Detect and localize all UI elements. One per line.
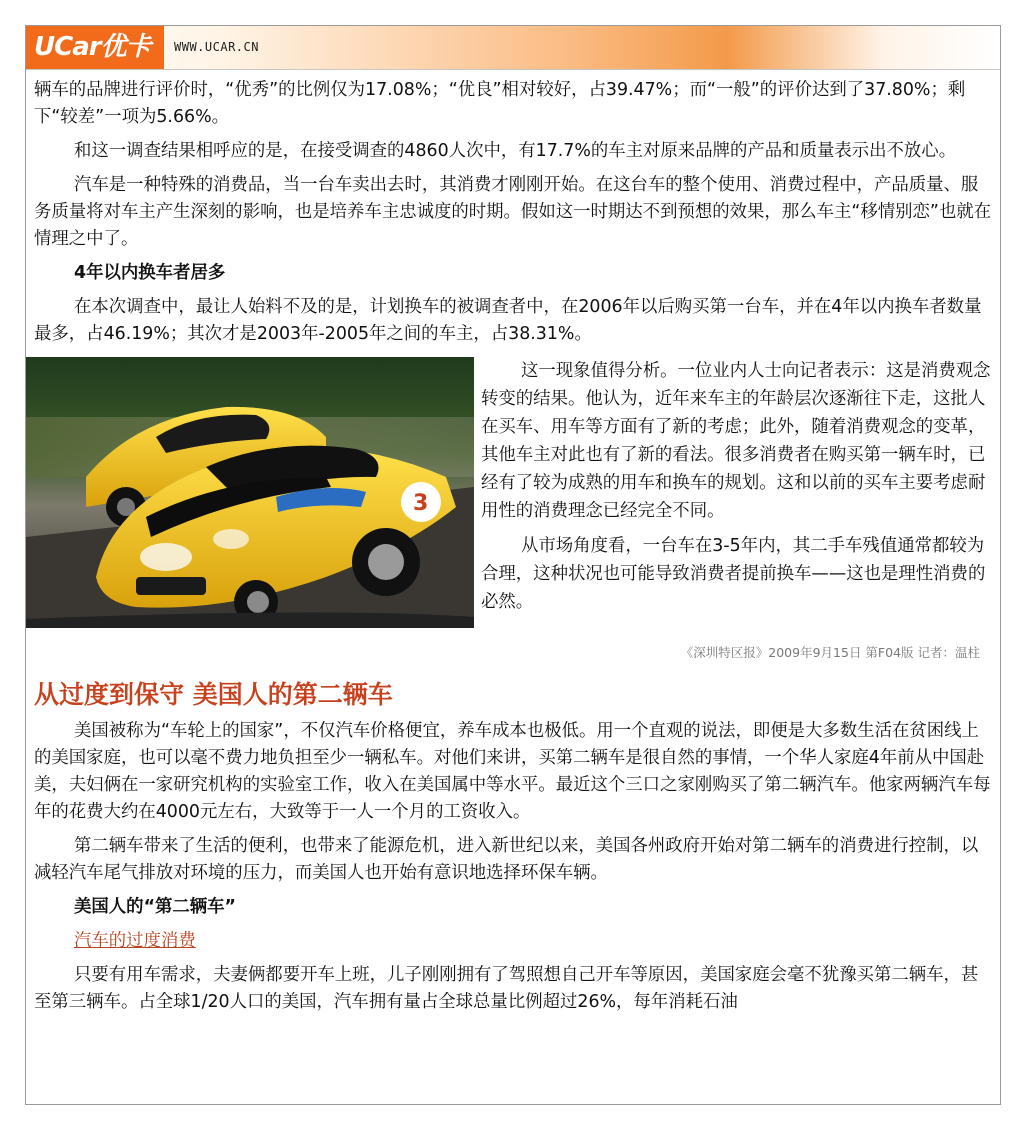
paragraph: 第二辆车带来了生活的便利，也带来了能源危机，进入新世纪以来，美国各州政府开始对第二辆车的消费进行控制，以减轻汽车尾气排放对环境的压力，而美国人也开始有意识地选择环保车辆。 — [34, 836, 979, 883]
paragraph: 只要有用车需求，夫妻俩都要开车上班，儿子刚刚拥有了驾照想自己开车等原因，美国家庭会毫不犹豫买第二辆车，甚至第三辆车。占全球1/20人口的美国，汽车拥有量占全球总量比例超过26%，每年消耗石油 — [34, 965, 979, 1012]
article-content — [34, 77, 994, 1016]
paragraph: 从市场角度看，一台车在3-5年内，其二手车残值通常都较为合理，这种状况也可能导致消费者提前换车——这也是理性消费的必然。 — [481, 536, 986, 612]
page-frame — [25, 25, 1001, 1105]
race-car-photo — [26, 357, 474, 628]
paragraph: 和这一调查结果相呼应的是，在接受调查的4860人次中，有17.7%的车主对原来品牌的产品和质量表示出不放心。 — [74, 141, 957, 161]
site-url[interactable]: WWW.UCAR.CN — [174, 40, 259, 54]
paragraph: 汽车是一种特殊的消费品，当一台车卖出去时，其消费才刚刚开始。在这台车的整个使用、消费过程中，产品质量、服务质量将对车主产生深刻的影响，也是培养车主忠诚度的时期。假如这一时期达不到预想的效果，那么车主“移情别恋”也就在情理之中了。 — [34, 175, 992, 249]
paragraph: 这一现象值得分析。一位业内人士向记者表示：这是消费观念转变的结果。他认为，近年来车主的年龄层次逐渐往下走，这批人在买车、用车等方面有了新的考虑；此外，随着消费观念的变革，其他车主对此也有了新的看法。很多消费者在购买第一辆车时，已经有了较为成熟的用车和换车的规划。这和以前的买车主要考虑耐用性的消费理念已经完全不同。 — [481, 361, 991, 521]
ucar-logo[interactable]: UCar优卡 — [26, 26, 164, 69]
paragraph: 辆车的品牌进行评价时，“优秀”的比例仅为17.08%；“优良”相对较好，占39.47%；而“一般”的评价达到了37.80%；剩下“较差”一项为5.66%。 — [34, 80, 966, 127]
paragraph: 在本次调查中，最让人始料不及的是，计划换车的被调查者中，在2006年以后购买第一台车，并在4年以内换车者数量最多，占46.19%；其次才是2003年-2005年之间的车主，占38.31%。 — [34, 297, 982, 344]
svg-text:3: 3 — [413, 491, 429, 516]
article-title: 从过度到保守 美国人的第二辆车 — [34, 680, 393, 709]
side-text — [481, 357, 996, 616]
section-subheading: 美国人的“第二辆车” — [74, 897, 236, 917]
source-citation: 《深圳特区报》2009年9月15日 第F04版 记者：温柱 — [680, 645, 980, 660]
section-subheading: 4年以内换车者居多 — [74, 263, 226, 283]
article-link[interactable]: 汽车的过度消费 — [74, 931, 196, 951]
paragraph: 美国被称为“车轮上的国家”，不仅汽车价格便宜，养车成本也极低。用一个直观的说法，即便是大多数生活在贫困线上的美国家庭，也可以毫不费力地负担至少一辆私车。对他们来讲，买第二辆车是很自然的事情，一个华人家庭4年前从中国赴美，夫妇俩在一家研究机构的实验室工作，收入在美国属中等水平。最近这个三口之家刚购买了第二辆汽车。他家两辆汽车每年的花费大约在4000元左右，大致等于一人一个月的工资收入。 — [34, 721, 991, 822]
image-text-block — [34, 357, 994, 660]
site-header — [26, 26, 1000, 70]
